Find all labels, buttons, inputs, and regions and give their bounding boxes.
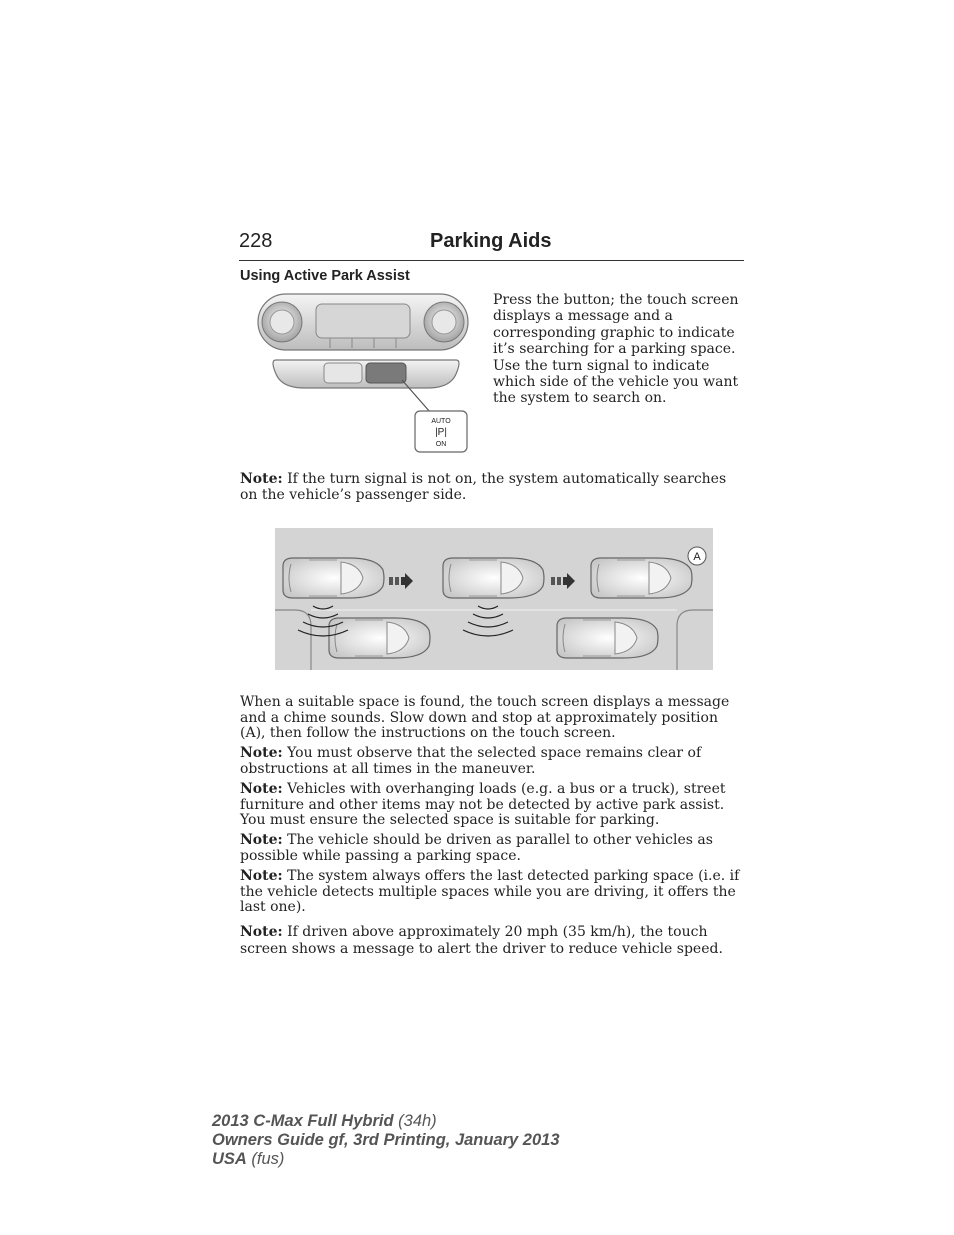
button-label-top: AUTO <box>431 418 451 425</box>
button-label-middle: |P| <box>435 427 447 438</box>
button-label-bottom: ON <box>435 441 447 448</box>
note-parallel-driving: Note: The vehicle should be driven as parallel to other vehicles as possible while passing a parking space. <box>240 832 713 864</box>
page-header <box>239 228 744 261</box>
footer-line3: USA <box>212 1150 247 1168</box>
footer: 2013 C-Max Full Hybrid (34h) Owners Guide gf, 3rd Printing, January 2013 USA (fus) <box>212 1112 560 1168</box>
section-title: Using Active Park Assist <box>240 268 410 284</box>
note-overhanging-loads: Note: Vehicles with overhanging loads (e.g. a bus or a truck), street furniture and other items may not be detected by active park assist. You must ensure the selected space is suitable for parking. <box>240 781 726 828</box>
note-speed-warning: Note: If driven above approximately 20 mph (35 km/h), the touch screen shows a message to alert the driver to reduce vehicle speed. <box>240 924 723 957</box>
note-obstructions: Note: You must observe that the selected space remains clear of obstructions at all times in the maneuver. <box>240 745 702 777</box>
note-last-space: Note: The system always offers the last detected parking space (i.e. if the vehicle detects multiple spaces while you are driving, it offers the last one). <box>240 868 740 915</box>
body-suitable-space: When a suitable space is found, the touch screen displays a message and a chime sounds. Slow down and stop at approximately position (A), then follow the instructions on the touch screen. <box>240 694 730 741</box>
intro-text: Press the button; the touch screen displays a message and a corresponding graphic to indicate it’s searching for a parking space. Use the turn signal to indicate which side of the vehicle you want the system to search on. <box>493 292 739 407</box>
page-number: 228 <box>239 230 273 252</box>
note-passenger-side: Note: If the turn signal is not on, the system automatically searches on the vehicle’s passenger side. <box>240 471 727 503</box>
position-a-label: A <box>693 551 701 563</box>
parking-search-diagram <box>275 528 713 670</box>
footer-line1: 2013 C-Max Full Hybrid <box>212 1112 394 1130</box>
page-title: Parking Aids <box>430 230 552 252</box>
console-button-illustration <box>252 290 474 458</box>
footer-line2: Owners Guide gf, 3rd Printing, January 2013 <box>212 1131 560 1149</box>
